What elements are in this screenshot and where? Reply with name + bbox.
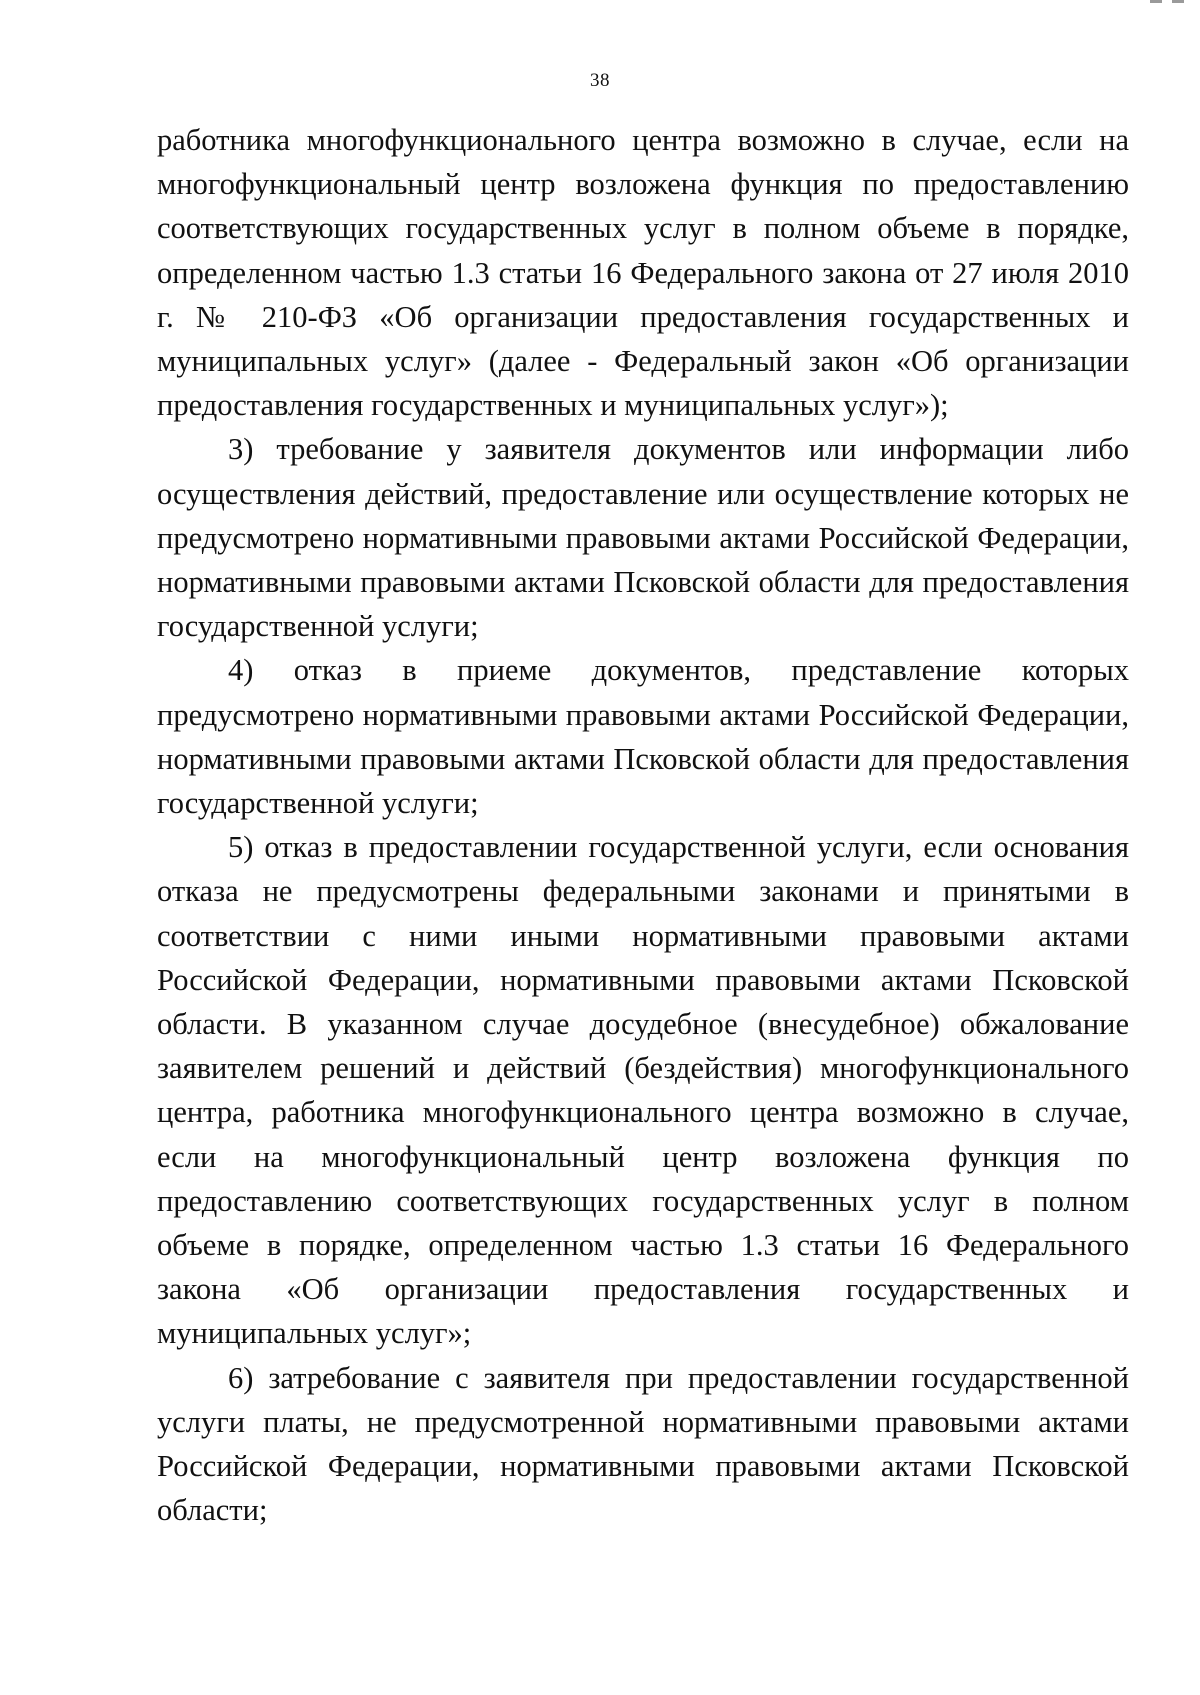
paragraph-item-6: 6) затребование с заявителя при предоставлении государственной услуги платы, не предусмотренной нормативными правовыми актами Российской Федерации, нормативными правовыми актами Псковской области;: [157, 1360, 1129, 1528]
page-number: 38: [590, 70, 610, 91]
paragraph-continuation: работника многофункционального центра возможно в случае, если на многофункциональный центр возложена функция по предоставлению соответствующих государственных услуг в полном объеме в порядке, определенном частью 1.3 статьи 16 Федерального закона от 27 июля 2010 г. № 210-ФЗ «Об организации предоставления государственных и муниципальных услуг» (далее - Федеральный закон «Об организации предоставления государственных и муниципальных услуг»);: [157, 123, 1129, 423]
paragraph-item-4: 4) отказ в приеме документов, представление которых предусмотрено нормативными правовыми актами Российской Федерации, нормативными правовыми актами Псковской области для предоставления государственной услуги;: [157, 653, 1129, 821]
scan-edge-mark: [1150, 0, 1186, 3]
paragraph-item-3: 3) требование у заявителя документов или информации либо осуществления действий, предоставление или осуществление которых не предусмотрено нормативными правовыми актами Российской Федерации, нормативными правовыми актами Псковской области для предоставления государственной услуги;: [157, 432, 1129, 644]
paragraph-item-5: 5) отказ в предоставлении государственной услуги, если основания отказа не предусмотрены федеральными законами и принятыми в соответствии с ними иными нормативными правовыми актами Российской Федерации, нормативными правовыми актами Псковской области. В указанном случае досудебное (внесудебное) обжалование заявителем решений и действий (бездействия) многофункционального центра, работника многофункционального центра возможно в случае, если на многофункциональный центр возложена функция по предоставлению соответствующих государственных услуг в полном объеме в порядке, определенном частью 1.3 статьи 16 Федерального закона «Об организации предоставления государственных и муниципальных услуг»;: [157, 830, 1129, 1351]
document-body: [157, 118, 1129, 1533]
